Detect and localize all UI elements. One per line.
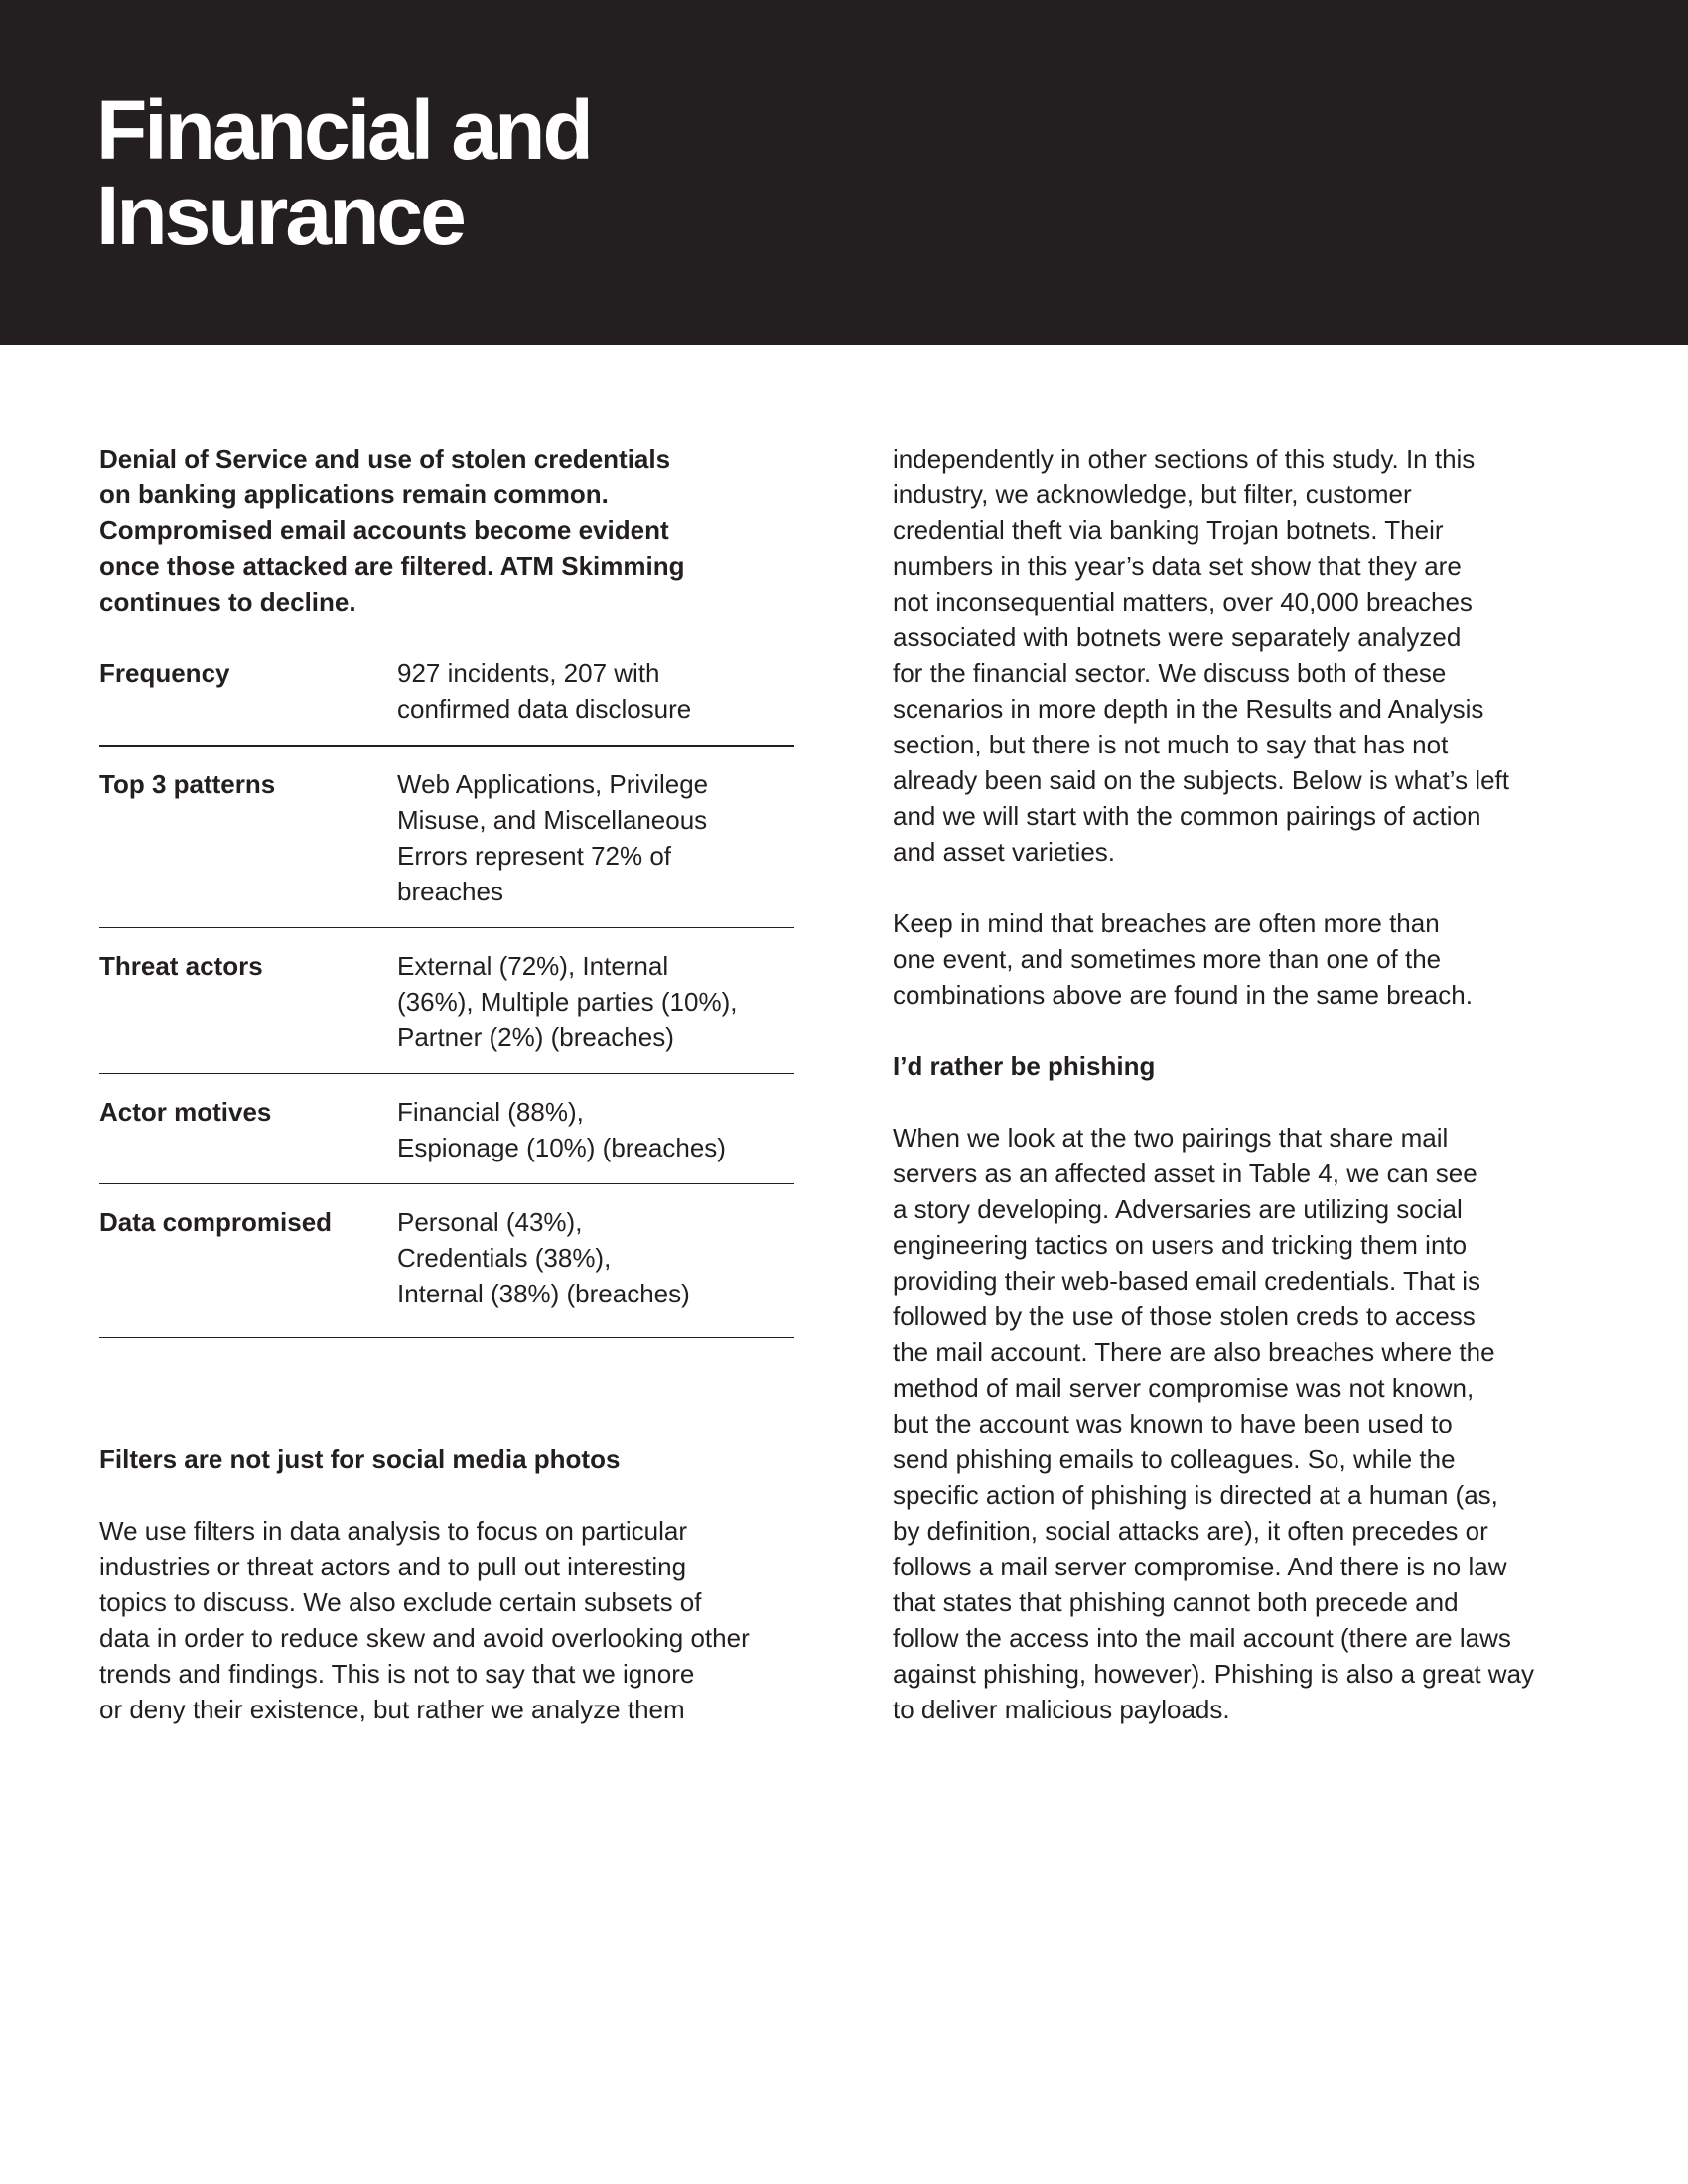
row-value: Web Applications, Privilege Misuse, and Miscellaneous Errors represent 72% of breaches xyxy=(397,746,794,928)
section-heading: Filters are not just for social media photos xyxy=(99,1444,621,1474)
page-title: Financial and Insurance xyxy=(96,83,591,262)
section-heading: I’d rather be phishing xyxy=(893,1051,1156,1081)
paragraph: Keep in mind that breaches are often more than one event, and sometimes more than one of the combinations above are found in the same breach. xyxy=(893,908,1473,1010)
row-label: Data compromised xyxy=(99,1184,397,1338)
paragraph: independently in other sections of this study. In this industry, we acknowledge, but filter, customer credential theft via banking Trojan botnets. Their numbers in this year’s data set show that they are not inconsequential matters, over 40,000 breaches associated with botnets were separately analyzed for the financial sector. We discuss both of these scenarios in more depth in the Results and Analysis section, but there is not much to say that has not already been said on the subjects. Below is what’s left and we will start with the common pairings of action and asset varieties. xyxy=(893,444,1509,867)
row-label: Actor motives xyxy=(99,1074,397,1184)
filters-section xyxy=(99,1441,794,1727)
row-value: Financial (88%), Espionage (10%) (breaches) xyxy=(397,1074,794,1184)
intro-summary: Denial of Service and use of stolen credentials on banking applications remain common. Compromised email accounts become evident once those attacked are filtered. ATM Skimming continues to decline. xyxy=(99,444,685,616)
header-banner xyxy=(0,0,1688,345)
table-row xyxy=(99,1184,794,1338)
right-column xyxy=(893,441,1608,1727)
row-label: Frequency xyxy=(99,655,397,746)
row-label: Threat actors xyxy=(99,928,397,1074)
table-row xyxy=(99,928,794,1074)
left-column xyxy=(99,441,794,1338)
summary-table xyxy=(99,655,794,1338)
section-body: We use filters in data analysis to focus on particular industries or threat actors and to pull out interesting topics to discuss. We also exclude certain subsets of data in order to reduce skew and avoid overlooking other trends and findings. This is not to say that we ignore or deny their existence, but rather we analyze them xyxy=(99,1516,750,1724)
row-value: Personal (43%), Credentials (38%), Internal (38%) (breaches) xyxy=(397,1184,794,1338)
table-row xyxy=(99,746,794,928)
row-value: 927 incidents, 207 with confirmed data disclosure xyxy=(397,655,794,746)
row-label: Top 3 patterns xyxy=(99,746,397,928)
paragraph: When we look at the two pairings that share mail servers as an affected asset in Table 4, we can see a story developing. Adversaries are utilizing social engineering tactics on users and tricking them into providing their web-based email credentials. That is followed by the use of those stolen creds to access the mail account. There are also breaches where the method of mail server compromise was not known, but the account was known to have been used to send phishing emails to colleagues. So, while the specific action of phishing is directed at a human (as, by definition, social attacks are), it often precedes or follows a mail server compromise. And there is no law that states that phishing cannot both precede and follow the access into the mail account (there are laws against phishing, however). Phishing is also a great way to deliver malicious payloads. xyxy=(893,1123,1535,1724)
table-row xyxy=(99,1074,794,1184)
row-value: External (72%), Internal (36%), Multiple parties (10%), Partner (2%) (breaches) xyxy=(397,928,794,1074)
table-row xyxy=(99,655,794,746)
